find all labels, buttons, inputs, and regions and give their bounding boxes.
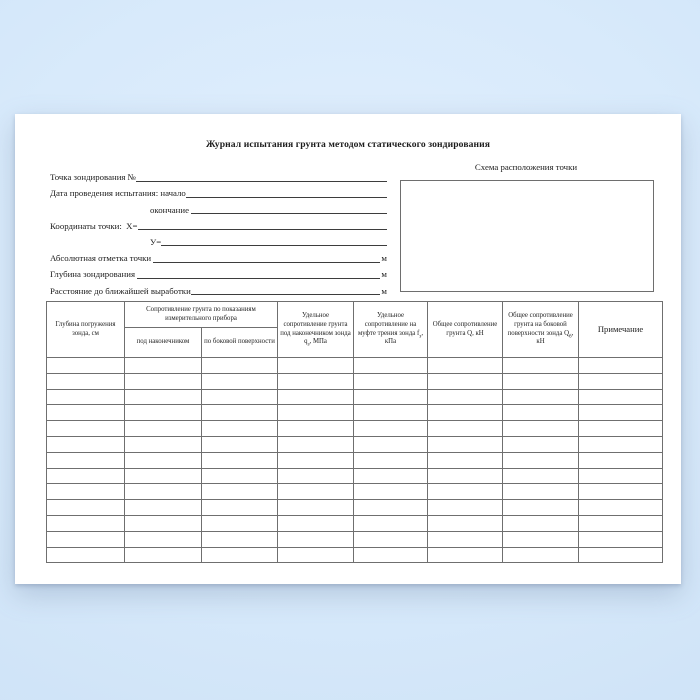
fill-in-line	[191, 213, 387, 214]
empty-cell	[354, 373, 428, 389]
table-row	[47, 373, 663, 389]
empty-cell	[579, 436, 663, 452]
empty-cell	[354, 358, 428, 374]
field-row-date-end	[50, 199, 387, 215]
empty-cell	[503, 389, 579, 405]
empty-cell	[579, 531, 663, 547]
empty-cell	[278, 484, 354, 500]
col-header-lateral-total-resistance	[503, 302, 579, 358]
empty-cell	[202, 452, 278, 468]
sounding-data-table	[46, 301, 663, 563]
empty-cell	[503, 515, 579, 531]
col-header-specific-tip-resistance	[278, 302, 354, 358]
empty-cell	[202, 531, 278, 547]
field-label: Координаты точки: X=	[50, 220, 138, 231]
empty-cell	[278, 436, 354, 452]
col-header-note: Примечание	[579, 302, 663, 358]
empty-cell	[278, 452, 354, 468]
empty-cell	[125, 515, 202, 531]
empty-cell	[278, 531, 354, 547]
table-row	[47, 515, 663, 531]
empty-cell	[202, 389, 278, 405]
field-label: окончание	[150, 204, 192, 215]
table-row	[47, 436, 663, 452]
empty-cell	[503, 452, 579, 468]
empty-cell	[428, 468, 503, 484]
header-text: , МПа	[309, 338, 327, 346]
table-row	[47, 389, 663, 405]
empty-cell	[47, 468, 125, 484]
field-label: У=	[150, 236, 162, 247]
empty-cell	[503, 547, 579, 563]
empty-cell	[125, 484, 202, 500]
field-label: Глубина зондирования	[50, 269, 138, 280]
empty-cell	[354, 452, 428, 468]
empty-cell	[125, 358, 202, 374]
field-label: Дата проведения испытания: начало	[50, 188, 186, 199]
scheme-box	[400, 180, 654, 292]
empty-cell	[47, 500, 125, 516]
empty-cell	[125, 452, 202, 468]
table-body	[47, 358, 663, 563]
empty-cell	[125, 405, 202, 421]
col-header-lateral-surface: по боковой поверхности	[202, 328, 278, 358]
subscript: з	[419, 332, 422, 339]
empty-cell	[47, 436, 125, 452]
field-label: Расстояние до ближайшей выработки	[50, 285, 191, 296]
empty-cell	[47, 358, 125, 374]
unit-label: м	[381, 285, 387, 296]
empty-cell	[202, 515, 278, 531]
col-header-friction-sleeve-resistance	[354, 302, 428, 358]
empty-cell	[278, 421, 354, 437]
fill-in-line	[186, 197, 387, 198]
empty-cell	[278, 468, 354, 484]
empty-cell	[579, 500, 663, 516]
fill-in-line	[138, 229, 388, 230]
empty-cell	[503, 484, 579, 500]
empty-cell	[278, 547, 354, 563]
empty-cell	[428, 373, 503, 389]
empty-cell	[125, 547, 202, 563]
empty-cell	[202, 500, 278, 516]
empty-cell	[278, 373, 354, 389]
fill-in-line	[191, 294, 381, 295]
empty-cell	[125, 531, 202, 547]
empty-cell	[428, 389, 503, 405]
header-text: , кН	[536, 329, 574, 346]
empty-cell	[354, 421, 428, 437]
empty-cell	[354, 436, 428, 452]
empty-cell	[503, 436, 579, 452]
empty-cell	[503, 468, 579, 484]
table-row	[47, 358, 663, 374]
empty-cell	[579, 421, 663, 437]
empty-cell	[47, 373, 125, 389]
empty-cell	[202, 484, 278, 500]
empty-cell	[428, 515, 503, 531]
empty-cell	[354, 500, 428, 516]
header-text: , кПа	[384, 329, 424, 346]
col-header-depth: Глубина погружения зонда, см	[47, 302, 125, 358]
empty-cell	[503, 421, 579, 437]
empty-cell	[125, 500, 202, 516]
field-row-nearest-working	[50, 280, 387, 296]
empty-cell	[125, 421, 202, 437]
empty-cell	[125, 468, 202, 484]
empty-cell	[579, 547, 663, 563]
empty-cell	[47, 452, 125, 468]
empty-cell	[428, 531, 503, 547]
table-row	[47, 405, 663, 421]
form-sheet	[15, 114, 681, 584]
empty-cell	[278, 500, 354, 516]
fill-in-line	[137, 278, 380, 279]
col-header-total-resistance: Общее сопротивление грунта Q, кН	[428, 302, 503, 358]
empty-cell	[354, 547, 428, 563]
field-label: Точка зондирования №	[50, 172, 137, 183]
empty-cell	[428, 405, 503, 421]
unit-label: м	[381, 269, 387, 280]
header-text: Общее сопротивление грунта на боковой поверхности зонда Q	[507, 311, 573, 337]
empty-cell	[428, 421, 503, 437]
empty-cell	[202, 405, 278, 421]
field-row-absolute-mark	[50, 248, 387, 264]
empty-cell	[428, 436, 503, 452]
header-text: Удельное сопротивление грунта под наконечником зонда q	[280, 311, 351, 346]
empty-cell	[278, 405, 354, 421]
empty-cell	[579, 373, 663, 389]
empty-cell	[202, 358, 278, 374]
table-row	[47, 547, 663, 563]
empty-cell	[125, 436, 202, 452]
empty-cell	[278, 389, 354, 405]
field-row-coordinate-y	[50, 232, 387, 248]
header-text: Удельное сопротивление на муфте трения зонда f	[357, 311, 420, 337]
empty-cell	[47, 547, 125, 563]
table-header	[47, 302, 663, 358]
empty-cell	[354, 389, 428, 405]
subscript: з	[307, 341, 310, 348]
table-row	[47, 452, 663, 468]
fill-in-line	[153, 262, 380, 263]
empty-cell	[354, 484, 428, 500]
empty-cell	[202, 468, 278, 484]
empty-cell	[47, 405, 125, 421]
empty-cell	[579, 515, 663, 531]
empty-cell	[47, 421, 125, 437]
empty-cell	[202, 421, 278, 437]
table-row	[47, 421, 663, 437]
empty-cell	[354, 531, 428, 547]
field-row-coordinate-x	[50, 216, 387, 232]
empty-cell	[579, 405, 663, 421]
empty-cell	[503, 405, 579, 421]
empty-cell	[428, 547, 503, 563]
empty-cell	[278, 358, 354, 374]
table-row	[47, 484, 663, 500]
empty-cell	[579, 468, 663, 484]
form-fields	[50, 167, 387, 297]
empty-cell	[503, 500, 579, 516]
empty-cell	[503, 373, 579, 389]
form-title: Журнал испытания грунта методом статического зондирования	[205, 139, 491, 150]
field-row-date-start	[50, 183, 387, 199]
empty-cell	[278, 515, 354, 531]
empty-cell	[47, 484, 125, 500]
empty-cell	[428, 358, 503, 374]
empty-cell	[579, 452, 663, 468]
table-row	[47, 500, 663, 516]
field-row-sounding-depth	[50, 264, 387, 280]
empty-cell	[354, 468, 428, 484]
empty-cell	[579, 358, 663, 374]
col-header-resistance-group: Сопротивление грунта по показаниям измерительного прибора	[125, 302, 278, 328]
empty-cell	[428, 500, 503, 516]
fill-in-line	[161, 245, 387, 246]
field-label: Абсолютная отметка точки	[50, 253, 154, 264]
empty-cell	[428, 452, 503, 468]
table-row	[47, 468, 663, 484]
header-row-top	[47, 302, 663, 328]
empty-cell	[202, 436, 278, 452]
table-row	[47, 531, 663, 547]
empty-cell	[579, 484, 663, 500]
empty-cell	[47, 515, 125, 531]
empty-cell	[428, 484, 503, 500]
subscript: б	[568, 332, 572, 339]
empty-cell	[354, 515, 428, 531]
empty-cell	[503, 531, 579, 547]
empty-cell	[47, 389, 125, 405]
fill-in-line	[136, 181, 387, 182]
empty-cell	[125, 373, 202, 389]
empty-cell	[125, 389, 202, 405]
empty-cell	[202, 373, 278, 389]
unit-label: м	[381, 253, 387, 264]
field-row-point-number	[50, 167, 387, 183]
empty-cell	[202, 547, 278, 563]
empty-cell	[47, 531, 125, 547]
empty-cell	[354, 405, 428, 421]
empty-cell	[579, 389, 663, 405]
empty-cell	[503, 358, 579, 374]
col-header-under-tip: под наконечником	[125, 328, 202, 358]
scheme-title: Схема расположения точки	[474, 162, 578, 172]
